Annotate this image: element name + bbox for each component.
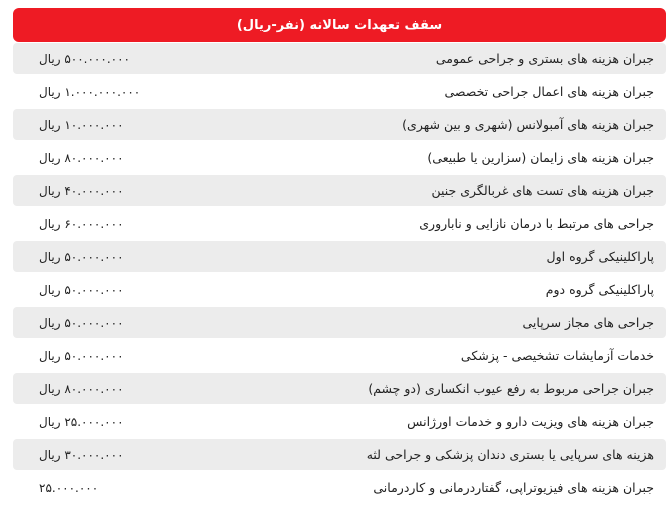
row-amount: ۵۰.۰۰۰.۰۰۰ ریال [39,348,124,363]
row-label: جبران هزینه های فیزیوتراپی، گفتاردرمانی و کاردرمانی [373,480,654,495]
row-label: جراحی های مجاز سرپایی [522,315,654,330]
table-rows [13,43,666,503]
table-header [13,8,666,42]
row-amount: ۲۵.۰۰۰.۰۰۰ [39,480,99,495]
row-amount: ۶۰.۰۰۰.۰۰۰ ریال [39,216,124,231]
row-amount: ۵۰.۰۰۰.۰۰۰ ریال [39,249,124,264]
row-label: جبران جراحی مربوط به رفع عیوب انکساری (دو چشم) [368,381,654,396]
coverage-table [13,8,666,505]
row-label: جبران هزینه های بستری و جراحی عمومی [435,51,654,66]
table-row [13,373,666,404]
row-amount: ۲۵.۰۰۰.۰۰۰ ریال [39,414,124,429]
row-label: خدمات آزمایشات تشخیصی - پزشکی [460,348,654,363]
row-label: پاراکلینیکی گروه دوم [545,282,654,297]
row-label: جبران هزینه های آمبولانس (شهری و بین شهری) [402,117,654,132]
table-row [13,142,666,173]
row-amount: ۸۰.۰۰۰.۰۰۰ ریال [39,150,124,165]
row-label: جبران هزینه های اعمال جراحی تخصصی [444,84,654,99]
row-amount: ۱.۰۰۰.۰۰۰.۰۰۰ ریال [39,84,141,99]
table-row [13,472,666,503]
row-amount: ۳۰.۰۰۰.۰۰۰ ریال [39,447,124,462]
table-row [13,109,666,140]
row-amount: ۵۰.۰۰۰.۰۰۰ ریال [39,282,124,297]
table-row [13,274,666,305]
table-row [13,241,666,272]
table-row [13,208,666,239]
row-label: جراحی های مرتبط با درمان نازایی و ناباروری [419,216,654,231]
row-amount: ۵۰۰.۰۰۰.۰۰۰ ریال [39,51,130,66]
row-label: هزینه های سرپایی یا بستری دندان پزشکی و جراحی لثه [366,447,654,462]
row-label: پاراکلینیکی گروه اول [546,249,654,264]
table-row [13,340,666,371]
table-row [13,175,666,206]
table-row [13,307,666,338]
table-row [13,439,666,470]
row-label: جبران هزینه های ویزیت دارو و خدمات اورژانس [407,414,654,429]
table-row [13,406,666,437]
row-amount: ۸۰.۰۰۰.۰۰۰ ریال [39,381,124,396]
row-amount: ۵۰.۰۰۰.۰۰۰ ریال [39,315,124,330]
table-row [13,43,666,74]
table-header-title: سقف تعهدات سالانه (نفر-ریال) [236,17,443,33]
row-amount: ۱۰.۰۰۰.۰۰۰ ریال [39,117,124,132]
row-label: جبران هزینه های زایمان (سزارین یا طبیعی) [427,150,654,165]
row-label: جبران هزینه های تست های غربالگری جنین [431,183,654,198]
table-row [13,76,666,107]
row-amount: ۴۰.۰۰۰.۰۰۰ ریال [39,183,124,198]
